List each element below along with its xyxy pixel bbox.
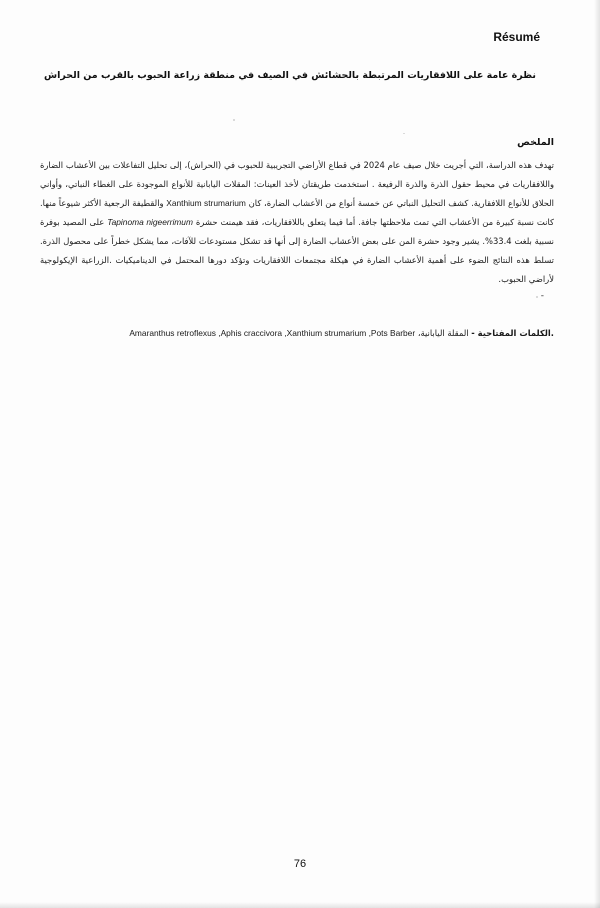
scan-speck <box>403 133 405 134</box>
abstract-text-part-1: تهدف هذه الدراسة، التي أجريت خلال صيف عام 2024 في قطاع الأراضي التجريبية للحبوب في (الحراش)، إلى تحليل التفاعلات بين الأعشاب الضارة واللافقاريات في محيط حقول الذرة والذرة الرفيعة . استخدمت طريقتان لأخذ العينات: المقلات اليابانية للأنواع الموجودة على الغطاء النباتي، وأواني الحلاق للأنواع اللافقارية. كشف التحليل النباتي عن خمسة أنواع من الأعشاب الضارة، كان <box>40 160 554 208</box>
abstract-body <box>40 156 554 289</box>
keywords-arabic-term: المقلة اليابانية، <box>417 328 469 338</box>
abstract-heading: الملخص <box>517 137 554 148</box>
species-name-tapinoma: Tapinoma nigeerrimum <box>107 217 193 227</box>
dash-mark: - <box>540 291 544 301</box>
scan-speck <box>536 296 538 298</box>
keywords-label: .الكلمات المفتاحية - <box>471 328 554 338</box>
species-name-xanthium: Xanthium strumarium <box>166 198 246 208</box>
page-number: 76 <box>293 858 307 870</box>
abstract-text-part-3: على المصيد بوفرة نسبية بلغت 33.4%. يشير وجود حشرة المن على بعض الأعشاب الضارة إلى أنها قد تشكل مستودعات للآفات، مما يشكل خطراً على محصول الذرة. تسلط هذه النتائج الضوء على أهمية الأعشاب الضارة في هيكلة مجتمعات اللافقاريات وتؤكد دورها المحتمل في الديناميكيات .الزراعية الإيكولوجية لأراضي الحبوب. <box>40 217 554 284</box>
scan-edge-bottom <box>0 902 600 908</box>
resume-heading: Résumé <box>493 30 540 44</box>
article-title: نظرة عامة على اللافقاريات المرتبطة بالحشائش في الصيف في منطقة زراعة الحبوب بالقرب من الحراش <box>44 70 536 81</box>
keywords-line <box>129 328 554 338</box>
abstract-text-part-2: والقطيفة الرجعية الأكثر شيوعاً منها. كانت نسبة كبيرة من الأعشاب التي تمت ملاحظتها جافة. أما فيما يتعلق باللافقاريات، فقد هيمنت حشرة <box>40 198 554 227</box>
keywords-latin-terms: Amaranthus retroflexus ,Aphis craccivora ,Xanthium strumarium ,Pots Barber <box>129 328 416 338</box>
scan-edge-right <box>594 0 600 908</box>
scan-speck <box>233 119 235 121</box>
